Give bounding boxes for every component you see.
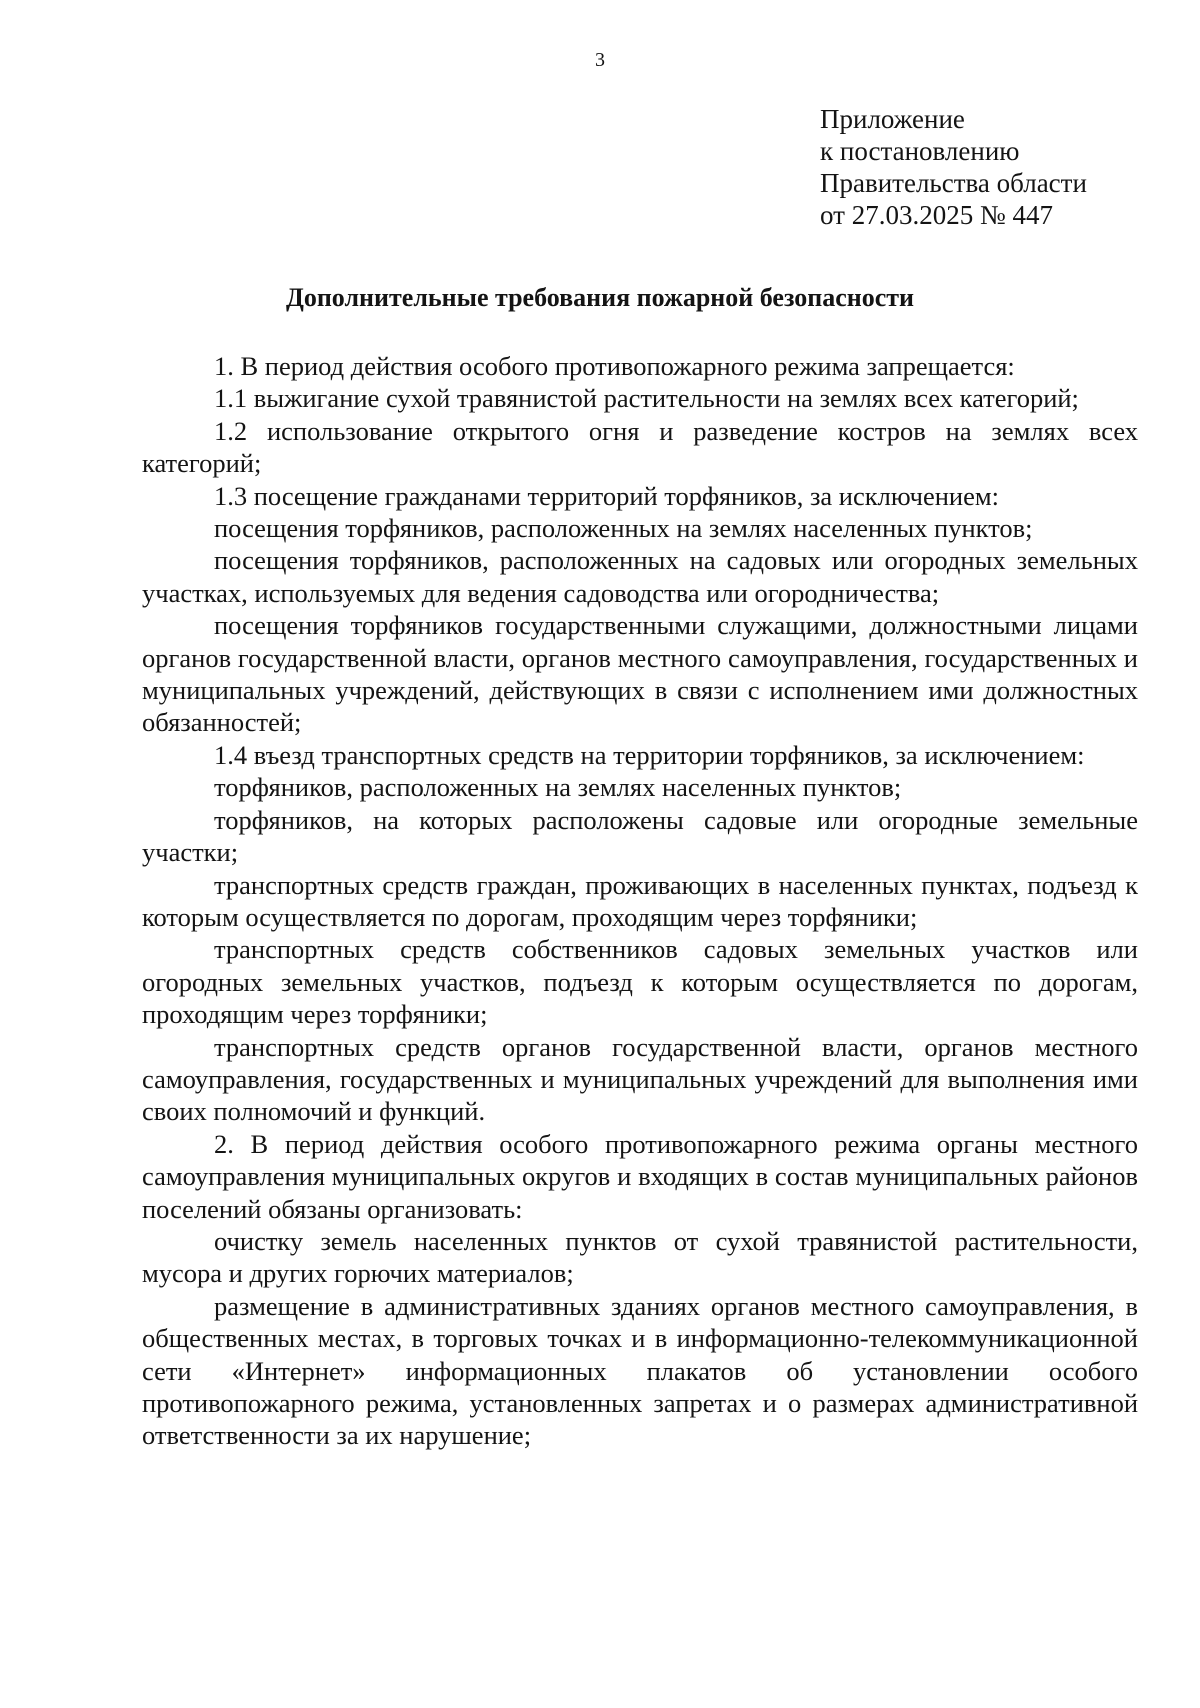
paragraph: 2. В период действия особого противопожарного режима органы местного самоуправления муниципальных округов и входящих в состав муниципальных районов поселений обязаны организовать: xyxy=(142,1128,1138,1224)
paragraph: транспортных средств граждан, проживающих в населенных пунктах, подъезд к которым осуществляется по дорогам, проходящим через торфяники; xyxy=(142,869,1138,932)
paragraph: 1.4 въезд транспортных средств на территории торфяников, за исключением: xyxy=(214,739,1085,770)
attachment-line: от 27.03.2025 № 447 xyxy=(820,200,1053,230)
paragraph: 1.2 использование открытого огня и разведение костров на землях всех категорий; xyxy=(142,415,1138,479)
document-body xyxy=(142,350,1138,1452)
paragraph: торфяников, на которых расположены садовые или огородные земельные участки; xyxy=(142,804,1138,868)
paragraph: транспортных средств органов государственной власти, органов местного самоуправления, государственных и муниципальных учреждений для выполнения ими своих полномочий и функций. xyxy=(142,1031,1138,1127)
attachment-line: Правительства области xyxy=(820,168,1087,198)
paragraph: очистку земель населенных пунктов от сухой травянистой растительности, мусора и других горючих материалов; xyxy=(142,1225,1138,1289)
document-title: Дополнительные требования пожарной безопасности xyxy=(285,283,915,312)
paragraph: посещения торфяников, расположенных на садовых или огородных земельных участках, используемых для ведения садоводства или огородничества; xyxy=(142,545,1138,608)
attachment-line: Приложение xyxy=(820,104,965,134)
paragraph: 1.3 посещение гражданами территорий торфяников, за исключением: xyxy=(214,480,999,511)
attachment-line: к постановлению xyxy=(820,136,1020,166)
paragraph: размещение в административных зданиях органов местного самоуправления, в общественных местах, в торговых точках и в информационно-телекоммуникационной сети «Интернет» информационных плакатов об установлении особого противопожарного режима, установленных запретах и о размерах административной ответственности за их нарушение; xyxy=(142,1290,1138,1451)
attachment-block xyxy=(820,103,1087,231)
page-number: 3 xyxy=(595,49,605,71)
paragraph: 1. В период действия особого противопожарного режима запрещается: xyxy=(214,351,1015,381)
paragraph: транспортных средств собственников садовых земельных участков или огородных земельных участков, подъезд к которым осуществляется по дорогам, проходящим через торфяники; xyxy=(142,934,1138,1030)
paragraph: 1.1 выжигание сухой травянистой растительности на землях всех категорий; xyxy=(214,383,1079,414)
paragraph: посещения торфяников государственными служащими, должностными лицами органов государственной власти, органов местного самоуправления, государственных и муниципальных учреждений, действующих в связи с исполнением ими должностных обязанностей; xyxy=(142,610,1138,738)
paragraph: торфяников, расположенных на землях населенных пунктов; xyxy=(214,772,902,803)
paragraph: посещения торфяников, расположенных на землях населенных пунктов; xyxy=(214,513,1033,544)
